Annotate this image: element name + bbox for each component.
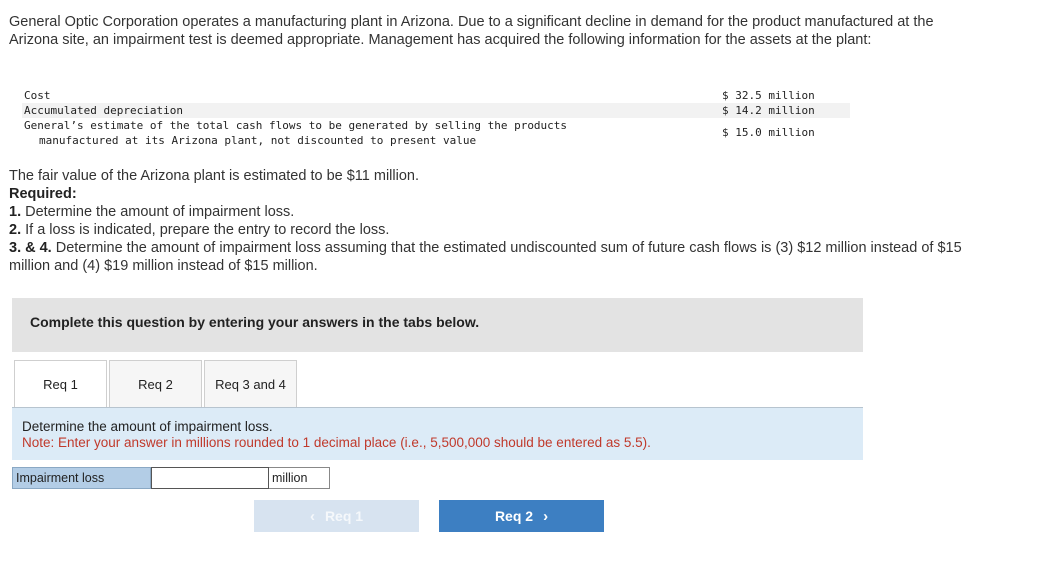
next-req-button[interactable] [439, 500, 604, 532]
row-label-cost: Cost [24, 89, 51, 102]
required-heading: Required: [9, 186, 77, 202]
requirement-text: If a loss is indicated, prepare the entry to record the loss. [21, 222, 390, 238]
next-button-label: Req 2 [494, 508, 534, 524]
intro-paragraph: General Optic Corporation operates a manufacturing plant in Arizona. Due to a significant decline in demand for the product manufactured at the Arizona site, an impairment test is deemed appropriate. Management has acquired the following information for the assets at the plant: [9, 14, 934, 48]
requirement-text: Determine the amount of impairment loss assuming that the estimated undiscounted sum of future cash flows is (3) $12 million instead of $15 million and (4) $19 million instead of $15 million. [9, 240, 962, 274]
impairment-loss-input[interactable] [151, 467, 269, 489]
requirement-text: Determine the amount of impairment loss. [21, 204, 295, 220]
tab-req-3-and-4[interactable] [204, 360, 297, 407]
fair-value-text: The fair value of the Arizona plant is estimated to be $11 million. [9, 168, 419, 184]
tab-label: Req 1 [43, 377, 78, 392]
instruction-banner [12, 298, 863, 352]
panel-note: Note: Enter your answer in millions rounded to 1 decimal place (i.e., 5,500,000 should be entered as 5.5). [22, 435, 651, 450]
requirement-1 [9, 203, 969, 221]
row-value-cost: $ 32.5 million [722, 89, 815, 102]
chevron-right-icon: › [543, 507, 549, 525]
impairment-loss-label: Impairment loss [12, 467, 151, 489]
requirement-number: 1. [9, 204, 22, 220]
table-row [22, 103, 850, 118]
requirement-number: 3. & 4. [9, 240, 52, 256]
requirement-number: 2. [9, 222, 22, 238]
table-row [22, 118, 850, 150]
row-value-accumulated-depreciation: $ 14.2 million [722, 104, 815, 117]
tab-req-2[interactable] [109, 360, 202, 407]
prev-req-button[interactable] [254, 500, 419, 532]
banner-text: Complete this question by entering your answers in the tabs below. [30, 314, 480, 330]
instruction-panel [12, 408, 863, 460]
chevron-left-icon: ‹ [309, 507, 315, 525]
requirement-2 [9, 221, 969, 239]
tab-label: Req 2 [138, 376, 173, 392]
requirement-3-4 [9, 239, 969, 275]
tab-label: Req 3 and 4 [215, 376, 286, 392]
row-value-cash-flows: $ 15.0 million [722, 126, 815, 139]
row-label-accumulated-depreciation: Accumulated depreciation [24, 104, 183, 117]
unit-label: million [269, 467, 330, 489]
row-label-cash-flows-continued: manufactured at its Arizona plant, not discounted to present value [39, 134, 477, 147]
requirements-block [9, 167, 969, 275]
row-label-cash-flows: General’s estimate of the total cash flows to be generated by selling the products [24, 119, 568, 132]
tab-req-1[interactable] [14, 360, 107, 408]
panel-instruction: Determine the amount of impairment loss. [22, 419, 273, 434]
prev-button-label: Req 1 [324, 508, 364, 524]
table-row [22, 88, 850, 103]
